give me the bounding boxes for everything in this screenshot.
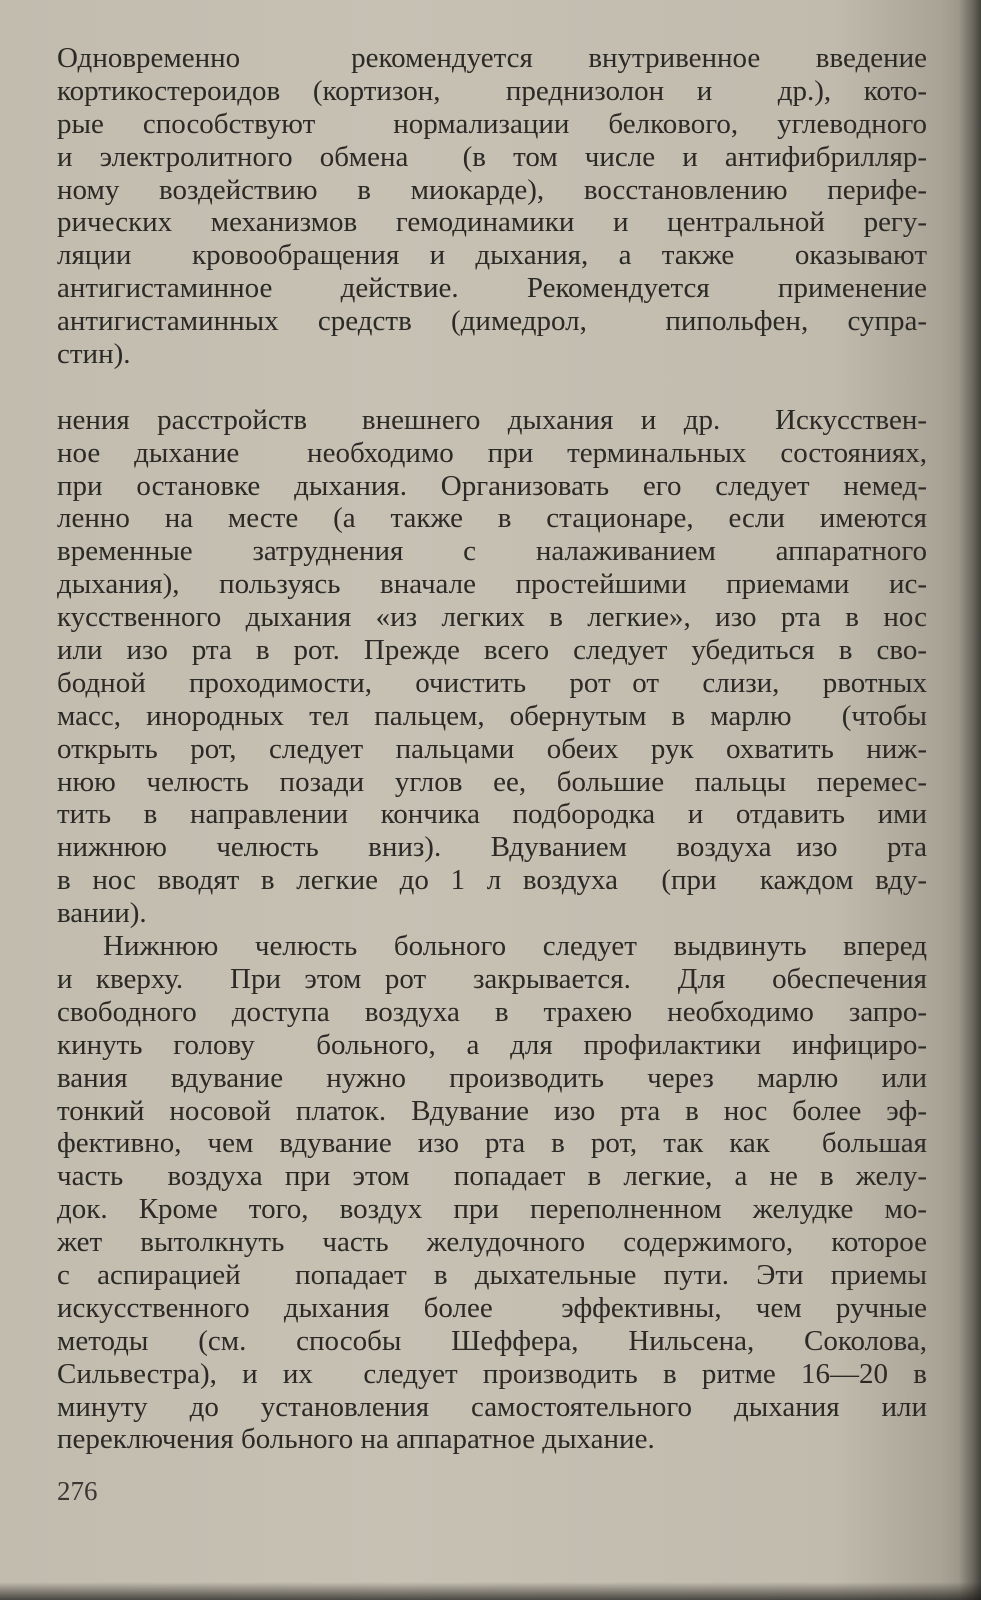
text-line: дыхания), пользуясь вначале простейшими приемами ис- — [57, 568, 927, 601]
text-line: нижнюю челюсть вниз). Вдуванием воздуха изо рта — [57, 831, 927, 864]
text-line: рических механизмов гемодинамики и центральной регу- — [57, 206, 927, 239]
text-line: в нос вводят в легкие до 1 л воздуха (при каждом вду- — [57, 864, 927, 897]
paragraph-artificial-respiration — [57, 371, 927, 930]
text-line: нения расстройств внешнего дыхания и др. Искусствен- — [57, 403, 927, 436]
text-line: док. Кроме того, воздух при переполненном желудке мо- — [57, 1193, 927, 1226]
page-edge-shadow — [959, 0, 981, 1600]
text-line: жет вытолкнуть часть желудочного содержимого, которое — [57, 1226, 927, 1259]
text-line-first: Нижнюю челюсть больного следует выдвинуть вперед — [103, 930, 927, 963]
text-line: временные затруднения с налаживанием аппаратного — [57, 535, 927, 568]
text-line: антигистаминных средств (димедрол, пипольфен, супра- — [57, 305, 927, 338]
text-line: нюю челюсть позади углов ее, большие пальцы перемес- — [57, 765, 927, 798]
text-line: свободного доступа воздуха в трахею необходимо запро- — [57, 995, 927, 1028]
text-line: антигистаминное действие. Рекомендуется применение — [57, 272, 927, 305]
text-line: рые способствуют нормализации белкового, углеводного — [57, 107, 927, 140]
text-line: ляции кровообращения и дыхания, а также оказывают — [57, 239, 927, 272]
text-line: переключения больного на аппаратное дыхание. — [57, 1423, 655, 1456]
text-line: и электролитного обмена (в том числе и антифибрилляр- — [57, 140, 927, 173]
text-line: Одновременно рекомендуется внутривенное введение — [57, 42, 927, 74]
text-line: минуту до установления самостоятельного дыхания или — [57, 1390, 927, 1423]
text-line: ленно на месте (а также в стационаре, если имеются — [57, 502, 927, 535]
text-line: масс, инородных тел пальцем, обернутым в марлю (чтобы — [57, 699, 927, 732]
text-line: тонкий носовой платок. Вдувание изо рта в нос более эф- — [57, 1094, 927, 1127]
text-line: кусственного дыхания «из легких в легкие», изо рта в нос — [57, 601, 927, 634]
text-line: и кверху. При этом рот закрывается. Для обеспечения — [57, 962, 927, 995]
page-number: 276 — [57, 1476, 98, 1506]
text-line: Сильвестра), и их следует производить в ритме 16—20 в — [57, 1357, 927, 1390]
text-line: бодной проходимости, очистить рот от слизи, рвотных — [57, 666, 927, 699]
text-line: ное дыхание необходимо при терминальных состояниях, — [57, 436, 927, 469]
text-line: вания вдувание нужно производить через марлю или — [57, 1061, 927, 1094]
text-line: искусственного дыхания более эффективны, чем ручные — [57, 1291, 927, 1324]
text-line: ному воздействию в миокарде), восстановлению перифе- — [57, 173, 927, 206]
text-line: открыть рот, следует пальцами обеих рук охватить ниж- — [57, 732, 927, 765]
text-line: или изо рта в рот. Прежде всего следует убедиться в сво- — [57, 634, 927, 667]
text-line: кинуть голову больного, а для профилактики инфициро- — [57, 1028, 927, 1061]
text-line: тить в направлении кончика подбородка и отдавить ими — [57, 798, 927, 831]
text-line: кортикостероидов (кортизон, преднизолон и др.), кото- — [57, 74, 927, 107]
text-line: с аспирацией попадает в дыхательные пути. Эти приемы — [57, 1258, 927, 1291]
text-line: фективно, чем вдувание изо рта в рот, так как большая — [57, 1127, 927, 1160]
text-line: стин). — [57, 338, 131, 371]
text-line: методы (см. способы Шеффера, Нильсена, Соколова, — [57, 1324, 927, 1357]
text-line: часть воздуха при этом попадает в легкие, а не в желу- — [57, 1160, 927, 1193]
paragraph-corticosteroids — [57, 42, 927, 371]
page-bottom-shadow — [0, 1582, 981, 1600]
text-line-first — [57, 371, 927, 404]
body-text — [57, 42, 927, 1456]
paragraph-jaw-technique — [57, 930, 927, 1456]
text-line: вании). — [57, 897, 147, 930]
text-line: при остановке дыхания. Организовать его следует немед- — [57, 469, 927, 502]
